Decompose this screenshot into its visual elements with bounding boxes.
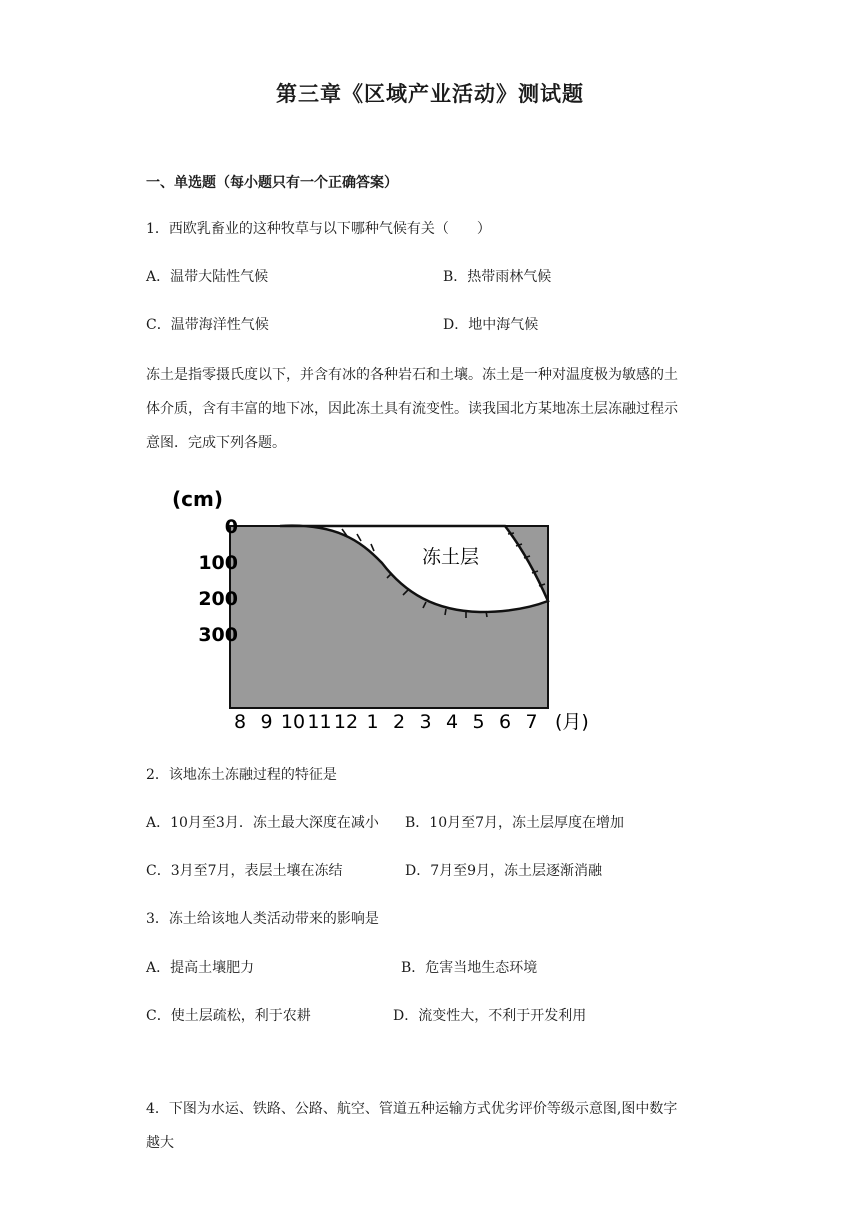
question-4-line: 越大 [146,1135,174,1151]
month-tick-label: 10 [280,711,306,733]
question-3-option-a: A．提高土壤肥力 [146,960,255,976]
question-4-line: 4．下图为水运、铁路、公路、航空、管道五种运输方式优劣评价等级示意图,图中数字 [146,1101,678,1117]
passage-line: 体介质，含有丰富的地下冰，因此冻土具有流变性。读我国北方某地冻土层冻融过程示 [146,401,678,417]
month-tick-label: 6 [498,711,512,733]
question-1-stem: 1．西欧乳畜业的这种牧草与以下哪种气候有关（ ） [146,221,491,237]
month-unit-label: (月) [555,711,589,733]
question-2-stem: 2．该地冻土冻融过程的特征是 [146,767,337,783]
page-title: 第三章《区域产业活动》测试题 [276,82,584,106]
reading-passage [146,358,726,460]
month-tick-label: 2 [392,711,406,733]
unit-label: (cm) [172,487,223,511]
question-3-option-d: D．流变性大，不利于开发利用 [393,1008,587,1024]
month-tick-label: 7 [525,711,538,733]
passage-line: 意图．完成下列各题。 [146,435,286,451]
question-3-option-c: C．使土层疏松，利于农耕 [146,1008,311,1024]
region-label: 冻土层 [422,546,480,568]
depth-tick-label: 100 [198,552,238,574]
question-2-option-b: B．10月至7月，冻土层厚度在增加 [405,815,625,831]
question-2-option-a: A．10月至3月．冻土最大深度在减小 [146,815,379,831]
depth-tick-label: 300 [198,624,238,646]
question-1-option-d: D．地中海气候 [443,317,539,333]
permafrost-figure [160,478,620,743]
depth-tick-label: 0 [224,516,238,538]
question-2-option-c: C．3月至7月，表层土壤在冻结 [146,863,343,879]
question-3-stem: 3．冻土给该地人类活动带来的影响是 [146,911,379,927]
question-3-option-b: B．危害当地生态环境 [401,960,538,976]
section-heading: 一、单选题（每小题只有一个正确答案） [146,175,398,191]
question-1-option-b: B．热带雨林气候 [443,269,552,285]
month-tick-label: 3 [419,711,432,733]
month-tick-label: 9 [260,711,273,733]
question-1-option-a: A．温带大陆性气候 [146,269,269,285]
month-tick-label: 1 [366,711,379,733]
month-tick-label: 12 [333,711,359,733]
month-tick-label: 8 [233,711,247,733]
month-tick-label: 11 [307,711,332,733]
depth-tick-label: 200 [198,588,238,610]
question-4-stem [146,1092,677,1160]
passage-line: 冻土是指零摄氏度以下，并含有冰的各种岩石和土壤。冻土是一种对温度极为敏感的土 [146,367,678,383]
month-axis [234,711,538,733]
month-tick-label: 5 [472,711,485,733]
month-tick-label: 4 [445,711,459,733]
question-2-option-d: D．7月至9月，冻土层逐渐消融 [405,863,603,879]
question-1-option-c: C．温带海洋性气候 [146,317,269,333]
